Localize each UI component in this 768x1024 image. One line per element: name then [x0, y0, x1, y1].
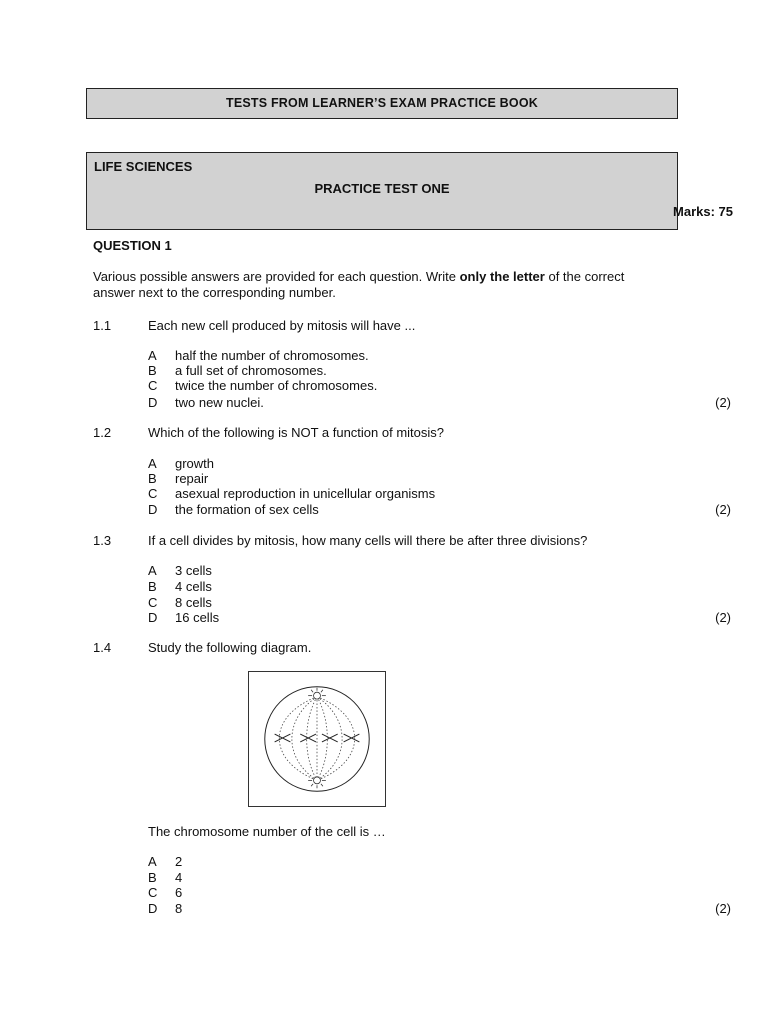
option-letter: C [148, 595, 158, 610]
question-heading: QUESTION 1 [93, 238, 172, 253]
spindle-fibres [279, 697, 354, 781]
mitosis-cell-diagram [248, 671, 386, 807]
question-text: Which of the following is NOT a function of mitosis? [148, 425, 444, 440]
option-text: a full set of chromosomes. [175, 363, 327, 378]
question-number: 1.3 [93, 533, 112, 548]
option-letter: B [148, 471, 157, 486]
option-text: half the number of chromosomes. [175, 348, 369, 363]
option-letter: B [148, 363, 157, 378]
option-letter: A [148, 854, 157, 869]
question-text: Each new cell produced by mitosis will have ... [148, 318, 416, 333]
option-letter: B [148, 870, 157, 885]
instruction-text-1: Various possible answers are provided for each question. Write [93, 269, 460, 284]
option-letter: A [148, 456, 157, 471]
instruction-text-2: of the correct answer next to the corresponding number. [93, 269, 625, 300]
option-text: twice the number of chromosomes. [175, 378, 378, 393]
option-letter: C [148, 378, 158, 393]
question-mark: (2) [715, 502, 731, 517]
instruction-emphasis: only the letter [459, 269, 545, 284]
question-followup: The chromosome number of the cell is … [148, 824, 386, 839]
option-text: 6 [175, 885, 183, 900]
aster-top [308, 688, 326, 699]
option-text: 8 [175, 901, 183, 916]
question-mark: (2) [715, 610, 731, 625]
banner-title: TESTS FROM LEARNER’S EXAM PRACTICE BOOK [226, 96, 538, 110]
aster-bottom [308, 777, 326, 788]
question-number: 1.2 [93, 425, 112, 440]
subject-label: LIFE SCIENCES [94, 159, 193, 174]
question-mark: (2) [715, 901, 731, 916]
title-banner [86, 88, 678, 119]
option-text: growth [175, 456, 215, 471]
option-text: two new nuclei. [175, 395, 264, 410]
question-number: 1.4 [93, 640, 112, 655]
option-text: 4 [175, 870, 183, 885]
question-text: If a cell divides by mitosis, how many cells will there be after three divisions? [148, 533, 588, 548]
question-number: 1.1 [93, 318, 112, 333]
option-text: 3 cells [175, 563, 212, 578]
option-text: asexual reproduction in unicellular organisms [175, 486, 436, 501]
option-letter: D [148, 395, 158, 410]
option-letter: B [148, 579, 157, 594]
option-text: 8 cells [175, 595, 212, 610]
option-letter: A [148, 348, 157, 363]
option-letter: D [148, 610, 158, 625]
option-letter: C [148, 885, 158, 900]
option-letter: D [148, 502, 158, 517]
cell-illustration [249, 672, 385, 806]
option-text: 4 cells [175, 579, 212, 594]
total-marks: Marks: 75 [673, 204, 733, 219]
test-title: PRACTICE TEST ONE [314, 181, 450, 196]
instructions [93, 269, 653, 300]
option-letter: A [148, 563, 157, 578]
test-header [86, 152, 678, 230]
option-letter: D [148, 901, 158, 916]
option-text: 2 [175, 854, 183, 869]
question-mark: (2) [715, 395, 731, 410]
option-text: repair [175, 471, 209, 486]
option-text: 16 cells [175, 610, 220, 625]
question-text: Study the following diagram. [148, 640, 312, 655]
option-text: the formation of sex cells [175, 502, 319, 517]
option-letter: C [148, 486, 158, 501]
